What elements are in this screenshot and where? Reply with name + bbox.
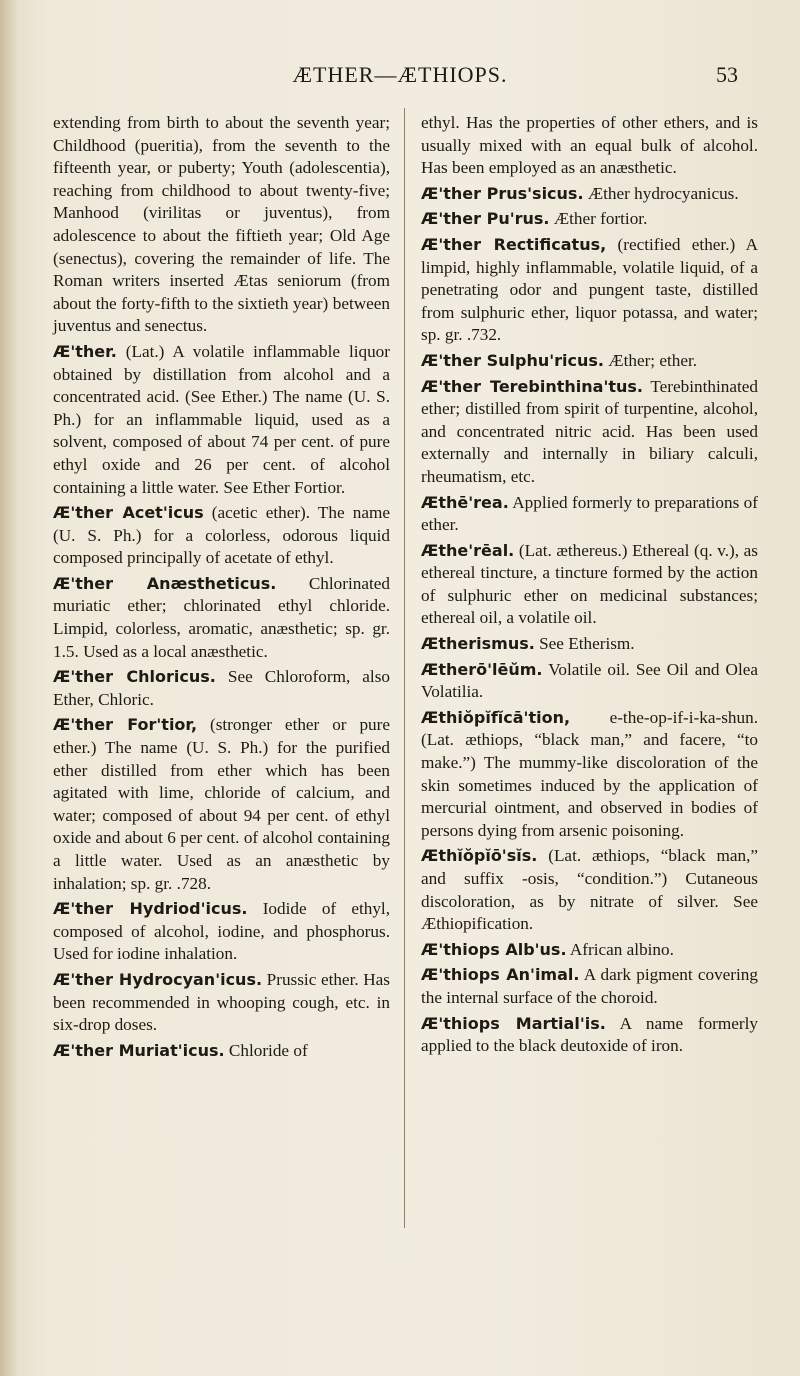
entry-definition: Prussic ether. Has been recommended in whooping cough, etc. in six-drop doses. [53,969,390,1035]
dictionary-entry [53,1040,390,1063]
entry-definition: (acetic ether). The name (U. S. Ph.) for a colorless, odorous liquid composed principally of acetate of ethyl. [53,503,390,568]
entry-definition: ethyl. Has the properties of other ethers, and is usually mixed with an equal bulk of alcohol. Has been employed as an anæsthetic. [421,113,758,178]
entry-definition: extending from birth to about the seventh year; Childhood (pueritia), from the seventh to the fifteenth year, or puberty; Youth (adolescentia), reaching from childhood to about twenty-five; Manhood (virilitas or juventus), from adolescence to about the fiftieth year; Old Age (senectus), covering the remainder of life. The Roman writers inserted Ætas seniorum (from about the forty-fifth to the sixtieth year) between juventus and senectus. [53,113,390,336]
entry-headword: Æ'ther Acet'icus [53,503,204,523]
dictionary-entry [53,969,390,1037]
entry-definition: Æther hydrocyanicus. [583,183,739,203]
entry-definition: African albino. [566,939,674,959]
entry-headword: Æ'ther Chloricus. [53,667,216,687]
entry-headword: Æ'ther Anæstheticus. [53,573,277,593]
dictionary-entry [421,964,758,1009]
column-divider [404,108,405,1228]
entry-definition: e-the-op-if-i-ka-shun. (Lat. æthiops, “black man,” and facere, “to make.”) The mummy-like discoloration of the skin sometimes induced by the application of mercurial ointment, and observed in bodies of persons dying from arsenic poisoning. [421,707,758,840]
entry-definition: Terebinthinated ether; distilled from spirit of turpentine, alcohol, and concentrated nitric acid. Has been used externally and internally in biliary calculi, rheumatism, etc. [421,376,758,486]
dictionary-entry [421,234,758,347]
entry-definition: Chloride of [224,1040,308,1060]
entry-definition: (Lat.) A volatile inflammable liquor obtained by distillation from alcohol and a concentrated acid. (See Ether.) The name (U. S. Ph.) for an inflammable liquid, used as a solvent, composed of about 74 per cent. of pure ethyl oxide and 26 per cent. of alcohol containing a little water. See Ether Fortior. [53,341,390,497]
entry-headword: Æ'ther Hydriod'icus. [53,899,248,919]
entry-headword: Æ'thiops Alb'us. [421,939,567,959]
dictionary-entry [421,492,758,537]
entry-headword: Æ'ther Prus'sicus. [421,183,584,203]
entry-headword: Æ'ther Hydrocyan'icus. [53,969,263,989]
dictionary-entry [421,350,758,373]
dictionary-entry [421,939,758,962]
dictionary-entry [421,376,758,489]
left-column [53,112,390,1065]
entry-definition: See Etherism. [534,634,635,654]
entry-definition: (Lat. æthereus.) Ethereal (q. v.), as ethereal tincture, a tincture formed by the action of sulphuric ether on medicinal substances; ethereal oil, a volatile oil. [421,540,758,628]
dictionary-entry [421,1013,758,1058]
continued-text [421,112,758,180]
entry-definition: Æther; ether. [604,350,698,370]
entry-definition: Chlorinated muriatic ether; chlorinated ethyl chloride. Limpid, colorless, aromatic, anæsthetic; sp. gr. 1.5. Used as a local anæsthetic. [53,573,390,661]
entry-headword: Ætherismus. [421,634,535,654]
dictionary-entry [421,540,758,630]
entry-headword: Æthē'rea. [421,492,509,512]
page-gutter [0,0,18,1376]
dictionary-entry [421,845,758,935]
entry-definition: Applied formerly to preparations of ether. [421,492,758,535]
entry-definition: Iodide of ethyl, composed of alcohol, iodine, and phosphorus. Used for iodine inhalation. [53,899,391,964]
continued-text [53,112,390,338]
entry-headword: Æ'ther Pu'rus. [421,209,550,229]
entry-definition: (Lat. æthiops, “black man,” and suffix -osis, “condition.”) Cutaneous discoloration, as by nitrate of silver. See Æthiopification. [421,846,758,934]
dictionary-entry [53,341,390,499]
entry-definition: (stronger ether or pure ether.) The name (U. S. Ph.) for the purified ether distilled from ether which has been agitated with lime, chloride of calcium, and water; composed of about 94 per cent. of ethyl oxide and about 6 per cent. of alcohol containing a little water. Used as an anæsthetic by inhalation; sp. gr. .728. [53,715,390,893]
entry-headword: Æ'thiops Martial'is. [421,1013,606,1033]
entry-headword: Æthe'rēal. [421,540,515,560]
entry-headword: Æthĭŏpĭō'sĭs. [421,846,538,866]
entry-headword: Æthiŏpĭfĭcā'tion, [421,707,571,727]
dictionary-entry [53,714,390,895]
entry-headword: Æ'ther Rectificatus, [421,234,607,254]
entry-headword: Æ'thiops An'imal. [421,965,580,985]
dictionary-entry [53,898,390,966]
entry-definition: (rectified ether.) A limpid, highly inflammable, volatile liquid, of a penetrating odor and pungent taste, distilled from sulphuric ether, liquor potassa, and water; sp. gr. .732. [421,234,758,345]
dictionary-entry [53,502,390,570]
entry-headword: Æ'ther For'tior, [53,715,198,735]
dictionary-entry [53,573,390,663]
page-number: 53 [716,62,738,87]
right-column [421,112,758,1061]
dictionary-entry [53,666,390,711]
dictionary-entry [421,659,758,704]
entry-headword: Æ'ther. [53,341,117,361]
entry-definition: A name formerly applied to the black deutoxide of iron. [421,1013,758,1056]
dictionary-entry [421,183,758,206]
dictionary-entry [421,707,758,843]
entry-definition: Volatile oil. See Oil and Olea Volatilia. [421,659,758,702]
entry-headword: Æ'ther Terebinthina'tus. [421,376,643,396]
entry-headword: Æ'ther Sulphu'ricus. [421,350,604,370]
running-head: ÆTHER—ÆTHIOPS. [292,62,508,87]
dictionary-entry [421,208,758,231]
page-header [0,62,800,102]
entry-definition: See Chloroform, also Ether, Chloric. [53,667,390,709]
entry-definition: Æther fortior. [549,209,648,229]
entry-headword: Æ'ther Muriat'icus. [53,1040,225,1060]
entry-definition: A dark pigment covering the internal surface of the choroid. [421,965,758,1007]
dictionary-entry [421,633,758,656]
entry-headword: Ætherō'lēŭm. [421,659,543,679]
